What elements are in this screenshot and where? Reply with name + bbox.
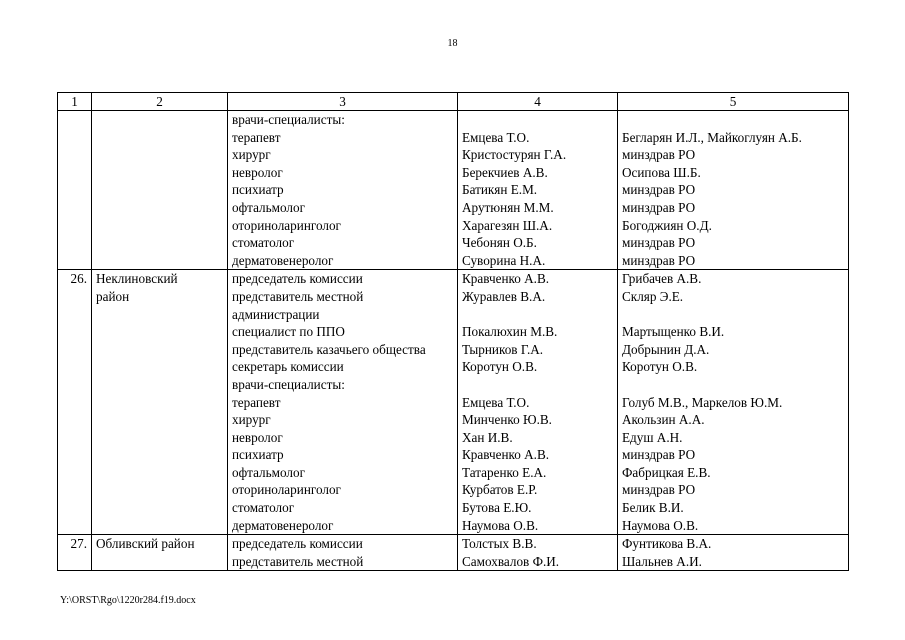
member-name-line: Коротун О.В. — [462, 359, 538, 375]
role-line: оториноларинголог — [232, 217, 341, 233]
member-name-line: Емцева Т.О. — [462, 394, 530, 410]
footer-file-path: Y:\ORST\Rgo\1220r284.f19.docx — [60, 595, 196, 606]
role-line: стоматолог — [232, 500, 295, 516]
source-cell — [618, 270, 849, 535]
source-line: Фунтикова В.А. — [622, 536, 712, 552]
page-number: 18 — [447, 38, 458, 49]
member-name-line: Толстых В.В. — [462, 536, 537, 552]
member-name-line: Журавлев В.А. — [462, 288, 546, 304]
table-row — [58, 535, 849, 571]
role-line: хирург — [232, 412, 271, 428]
role-line: психиатр — [232, 447, 284, 463]
member-name-line: Чебонян О.Б. — [462, 235, 537, 251]
member-cell — [458, 111, 618, 270]
member-name-line: Берекчиев А.В. — [462, 164, 548, 180]
member-name-line: Арутюнян М.М. — [462, 199, 554, 215]
member-name-line: Суворина Н.А. — [462, 252, 546, 268]
role-cell — [228, 111, 458, 270]
source-line: минздрав РО — [622, 447, 696, 463]
role-line: дерматовенеролог — [232, 517, 334, 533]
header-col-2: 2 — [92, 93, 228, 111]
role-cell — [228, 270, 458, 535]
source-line: Шальнев А.И. — [622, 553, 702, 569]
source-line — [622, 376, 844, 394]
source-line: Грибачев А.В. — [622, 271, 702, 287]
member-name-line: Бутова Е.Ю. — [462, 500, 532, 516]
role-line: специалист по ППО — [232, 324, 345, 340]
member-name-line: Наумова О.В. — [462, 517, 539, 533]
table-body — [58, 111, 849, 571]
source-line: Фабрицкая Е.В. — [622, 464, 711, 480]
source-line — [622, 111, 844, 129]
role-line: председатель комиссии — [232, 536, 363, 552]
role-line: представитель местной — [232, 288, 364, 304]
district-cell — [92, 270, 228, 535]
role-line: врачи-специалисты: — [232, 376, 345, 392]
source-cell — [618, 111, 849, 270]
member-name-line — [462, 111, 613, 129]
district-cell — [92, 111, 228, 270]
member-name-line: Емцева Т.О. — [462, 129, 530, 145]
member-name-line: Татаренко Е.А. — [462, 464, 547, 480]
table-row — [58, 111, 849, 270]
header-col-4: 4 — [458, 93, 618, 111]
member-name-line: Покалюхин М.В. — [462, 324, 558, 340]
role-cell — [228, 535, 458, 571]
district-cell — [92, 535, 228, 571]
source-line: Добрынин Д.А. — [622, 341, 710, 357]
table-row — [58, 270, 849, 535]
role-line: стоматолог — [232, 235, 295, 251]
role-line: администрации — [232, 306, 320, 322]
member-name-line: Тырников Г.А. — [462, 341, 544, 357]
commission-table — [57, 92, 849, 571]
source-line: Осипова Ш.Б. — [622, 164, 701, 180]
source-line: Белик В.И. — [622, 500, 684, 516]
row-number: 26. — [58, 270, 92, 535]
source-line: минздрав РО — [622, 482, 696, 498]
role-line: председатель комиссии — [232, 271, 363, 287]
role-line: невролог — [232, 164, 283, 180]
member-name-line: Курбатов Е.Р. — [462, 482, 538, 498]
source-line: Мартыщенко В.И. — [622, 324, 725, 340]
source-line: минздрав РО — [622, 147, 696, 163]
member-name-line: Самохвалов Ф.И. — [462, 553, 560, 569]
role-line: секретарь комиссии — [232, 359, 344, 375]
member-name-line: Минченко Ю.В. — [462, 412, 552, 428]
row-number: 27. — [58, 535, 92, 571]
source-line: Едуш А.Н. — [622, 429, 683, 445]
source-line: Бегларян И.Л., Майкоглуян А.Б. — [622, 129, 802, 145]
header-col-3: 3 — [228, 93, 458, 111]
role-line: терапевт — [232, 129, 281, 145]
district-name-line: Неклиновский — [96, 271, 178, 287]
role-line: хирург — [232, 147, 271, 163]
member-name-line: Хан И.В. — [462, 429, 513, 445]
source-line: минздрав РО — [622, 199, 696, 215]
member-name-line: Кристостурян Г.А. — [462, 147, 567, 163]
member-name-line: Батикян Е.М. — [462, 182, 538, 198]
row-number — [58, 111, 92, 270]
role-line: представитель казачьего общества — [232, 341, 426, 357]
source-line: Голуб М.В., Маркелов Ю.М. — [622, 394, 783, 410]
role-line: невролог — [232, 429, 283, 445]
member-name-line — [462, 376, 613, 394]
header-col-5: 5 — [618, 93, 849, 111]
district-name-line: район — [96, 288, 130, 304]
source-line: минздрав РО — [622, 235, 696, 251]
role-line: дерматовенеролог — [232, 252, 334, 268]
district-name-line: Обливский район — [96, 536, 195, 552]
member-cell — [458, 535, 618, 571]
member-name-line: Харагезян Ш.А. — [462, 217, 553, 233]
member-name-line: Кравченко А.В. — [462, 447, 550, 463]
source-line: Коротун О.В. — [622, 359, 698, 375]
source-line: Наумова О.В. — [622, 517, 699, 533]
member-cell — [458, 270, 618, 535]
source-cell — [618, 535, 849, 571]
role-line: офтальмолог — [232, 464, 305, 480]
role-line: врачи-специалисты: — [232, 112, 345, 127]
role-line: офтальмолог — [232, 199, 305, 215]
source-line: минздрав РО — [622, 252, 696, 268]
role-line: психиатр — [232, 182, 284, 198]
header-col-1: 1 — [58, 93, 92, 111]
role-line: оториноларинголог — [232, 482, 341, 498]
source-line: Скляр Э.Е. — [622, 288, 684, 304]
table-header-row — [58, 93, 849, 111]
member-name-line — [462, 306, 613, 324]
member-name-line: Кравченко А.В. — [462, 271, 550, 287]
role-line: представитель местной — [232, 553, 364, 569]
role-line: терапевт — [232, 394, 281, 410]
source-line: Акользин А.А. — [622, 412, 705, 428]
source-line: минздрав РО — [622, 182, 696, 198]
source-line — [622, 306, 844, 324]
source-line: Богоджиян О.Д. — [622, 217, 712, 233]
